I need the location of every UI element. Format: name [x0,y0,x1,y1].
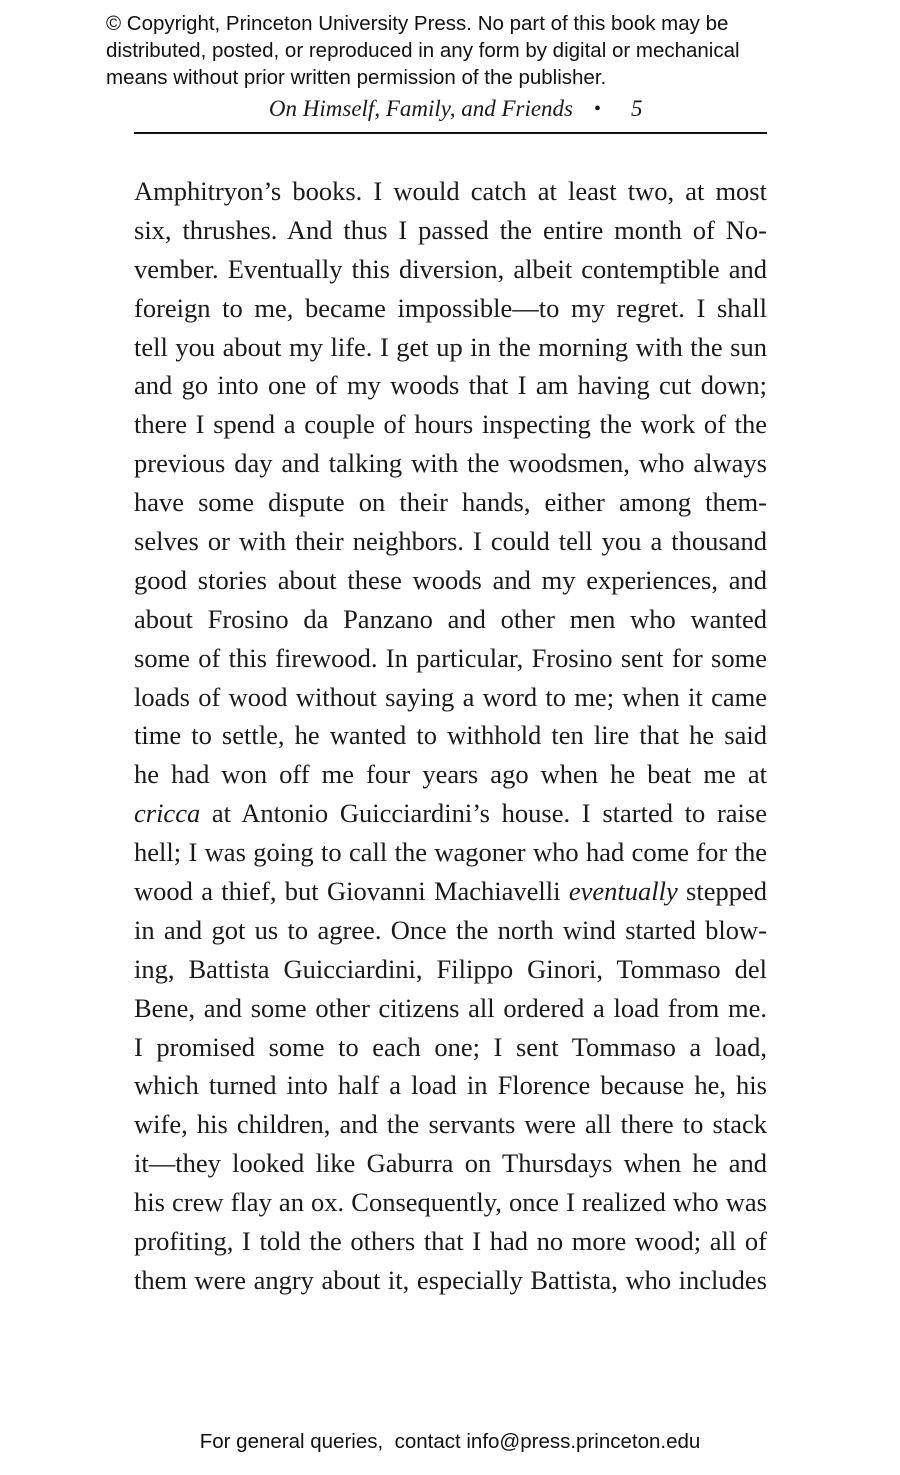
text-line: profiting, I told the others that I had no more wood; all of [134,1226,767,1257]
text-line: selves or with their neighbors. I could tell you a thousand [134,526,767,557]
text-line [134,872,767,911]
text-line: them were angry about it, especially Battista, who includes [134,1264,767,1295]
text-line: in and got us to agree. Once the north wind started blow- [134,914,767,945]
text-line: time to settle, he wanted to withhold ten lire that he said [134,720,767,751]
text-line: about Frosino da Panzano and other men who wanted [134,603,767,634]
text-line: vember. Eventually this diversion, albeit contemptible and [134,253,767,284]
text-line: some of this firewood. In particular, Frosino sent for some [134,642,767,673]
copyright-notice [106,10,826,91]
text-fragment: wood a thief, but Giovanni Machiavelli [134,876,569,907]
text-line: it—they looked like Gaburra on Thursdays when he and [134,1148,767,1179]
text-line: six, thrushes. And thus I passed the entire month of No- [134,214,767,245]
text-line: tell you about my life. I get up in the morning with the sun [134,331,767,362]
text-line: previous day and talking with the woodsmen, who always [134,448,767,479]
text-line: there I spend a couple of hours inspecting the work of the [134,409,767,440]
text-line: I promised some to each one; I sent Tommaso a load, [134,1031,767,1062]
text-line: wife, his children, and the servants were all there to stack [134,1109,767,1140]
text-fragment: stepped [677,876,767,907]
text-line: have some dispute on their hands, either among them- [134,487,767,518]
text-line: Bene, and some other citizens all ordered a load from me. [134,992,767,1023]
copyright-line: distributed, posted, or reproduced in any form by digital or mechanical [106,39,740,62]
page-number: 5 [631,96,643,121]
text-line: and go into one of my woods that I am having cut down; [134,370,767,401]
text-line: good stories about these woods and my experiences, and [134,564,767,595]
footer-contact: For general queries, contact info@press.princeton.edu [199,1430,701,1453]
copyright-line: © Copyright, Princeton University Press. No part of this book may be [106,12,729,35]
text-line: ing, Battista Guicciardini, Filippo Ginori, Tommaso del [134,953,767,984]
running-head-bullet: • [594,98,602,120]
running-head [134,92,767,126]
text-line: he had won off me four years ago when he beat me at [134,759,767,790]
text-line: his crew flay an ox. Consequently, once I realized who was [134,1187,767,1218]
text-fragment: at Antonio Guicciardini’s house. I started to raise [200,798,767,829]
text-line: hell; I was going to call the wagoner who had come for the [134,837,767,868]
header-rule [134,132,767,134]
text-line: Amphitryon’s books. I would catch at least two, at most [134,176,767,206]
copyright-line: means without prior written permission of the publisher. [106,66,607,89]
text-line: loads of wood without saying a word to me; when it came [134,681,767,712]
text-line [134,794,767,833]
italic-term: eventually [568,876,678,907]
text-line: which turned into half a load in Florence because he, his [134,1070,767,1101]
text-line: foreign to me, became impossible—to my regret. I shall [134,292,767,323]
body-text [134,172,767,1300]
running-head-title: On Himself, Family, and Friends [268,96,573,121]
italic-term: cricca [134,798,201,829]
